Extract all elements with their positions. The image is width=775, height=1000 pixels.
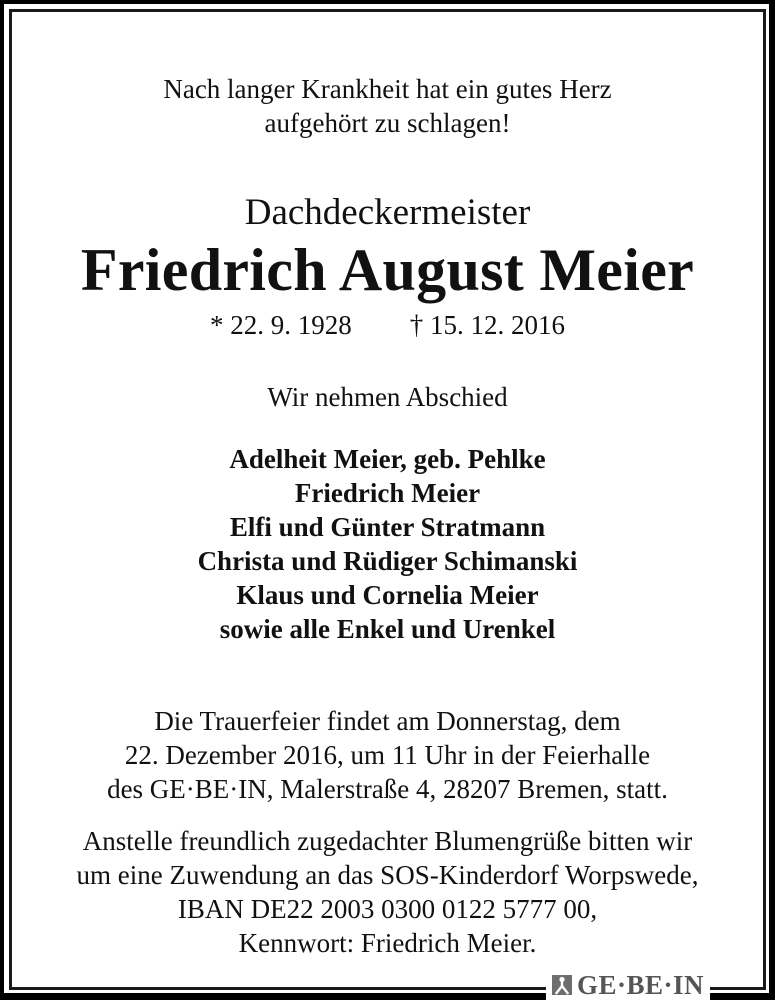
mourner-item: Christa und Rüdiger Schimanski (197, 546, 578, 576)
service-line: 22. Dezember 2016, um 11 Uhr in der Feierhalle (124, 740, 651, 770)
mourner-item: Klaus und Cornelia Meier (236, 580, 539, 610)
logo-text: GE·BE·IN (577, 970, 705, 1000)
donation-request (12, 824, 763, 960)
mourners-list (12, 442, 763, 646)
intro-line: aufgehört zu schlagen! (264, 108, 511, 138)
birth-date: * 22. 9. 1928 (210, 310, 352, 340)
mourner-item: sowie alle Enkel und Urenkel (219, 614, 556, 644)
mourner-item: Adelheit Meier, geb. Pehlke (229, 444, 546, 474)
death-date: † 15. 12. 2016 (409, 310, 565, 340)
intro-line: Nach langer Krankheit hat ein gutes Herz (163, 74, 612, 104)
service-line: des GE·BE·IN, Malerstraße 4, 28207 Bremen, statt. (107, 774, 668, 804)
intro-text (12, 72, 763, 140)
service-line: Die Trauerfeier findet am Donnerstag, dem (154, 706, 621, 736)
person-figure-icon (552, 975, 572, 995)
donation-line: Anstelle freundlich zugedachter Blumengrüße bitten wir (82, 826, 693, 856)
mourner-item: Elfi und Günter Stratmann (229, 512, 546, 542)
funeral-service-info (12, 704, 763, 806)
deceased-name: Friedrich August Meier (80, 237, 695, 303)
donation-line: um eine Zuwendung an das SOS-Kinderdorf Worpswede, (76, 860, 699, 890)
deceased-profession: Dachdeckermeister (244, 192, 531, 233)
donation-line: IBAN DE22 2003 0300 0122 5777 00, (177, 894, 598, 924)
gebein-logo (546, 970, 710, 1000)
farewell-text: Wir nehmen Abschied (267, 382, 508, 412)
donation-line: Kennwort: Friedrich Meier. (238, 928, 537, 958)
mourner-item: Friedrich Meier (294, 478, 481, 508)
life-dates (12, 308, 763, 342)
